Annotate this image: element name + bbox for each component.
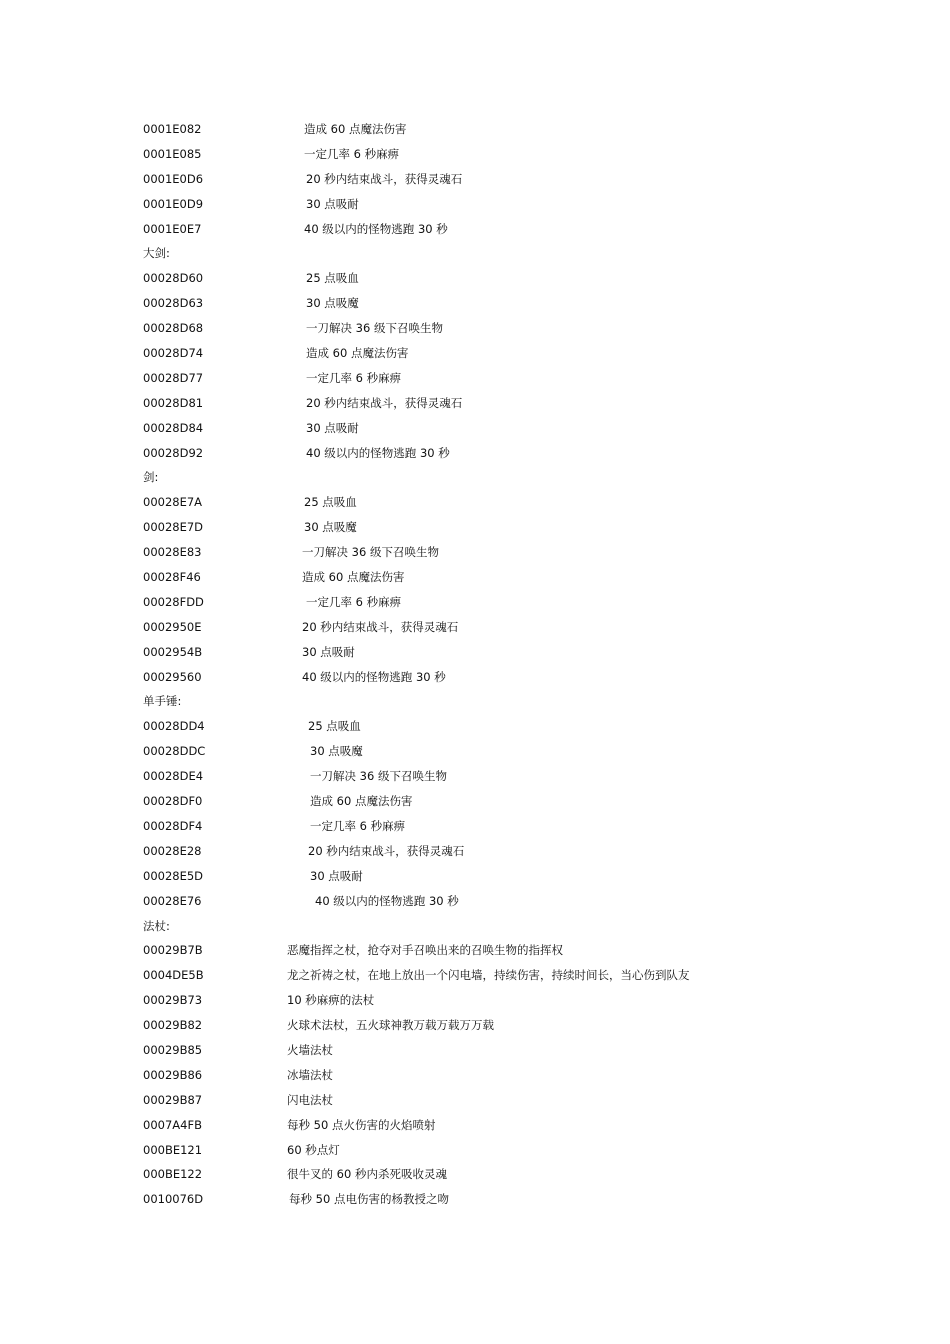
code-row (143, 963, 863, 988)
item-description: 25 点吸血 (306, 271, 359, 286)
code-row (143, 1013, 863, 1038)
code-row (143, 789, 863, 814)
item-code: 00029B86 (143, 1067, 203, 1082)
code-row (143, 1138, 863, 1163)
item-description: 火球术法杖，五火球神教万载万载万万载 (287, 1018, 494, 1033)
code-row (143, 192, 863, 217)
item-code: 0007A4FB (143, 1117, 202, 1132)
item-description: 30 点吸魔 (306, 296, 359, 311)
section-heading: 单手锤: (143, 694, 182, 709)
item-description: 30 点吸耐 (306, 420, 359, 435)
item-code: 00028F46 (143, 570, 201, 585)
item-code: 00029B85 (143, 1042, 203, 1057)
item-description: 40 级以内的怪物逃跑 30 秒 (304, 221, 448, 236)
code-row (143, 1113, 863, 1138)
item-description: 25 点吸血 (304, 495, 357, 510)
item-code: 00028E7A (143, 495, 203, 510)
item-description: 一刀解决 36 级下召唤生物 (306, 321, 443, 336)
item-description: 一定几率 6 秒麻痹 (310, 818, 406, 833)
item-code: 00028DF4 (143, 818, 203, 833)
code-row (143, 889, 863, 914)
code-row (143, 291, 863, 316)
item-description: 恶魔指挥之杖，抢夺对手召唤出来的召唤生物的指挥权 (287, 943, 563, 958)
item-description: 10 秒麻痹的法杖 (287, 993, 375, 1008)
section-heading: 法杖: (143, 918, 170, 933)
item-code: 00029B73 (143, 993, 203, 1008)
code-row (143, 839, 863, 864)
item-code: 0004DE5B (143, 968, 204, 983)
item-description: 造成 60 点魔法伤害 (306, 346, 409, 361)
section-heading-row (143, 241, 863, 266)
code-row (143, 1038, 863, 1063)
item-description: 一刀解决 36 级下召唤生物 (310, 769, 447, 784)
code-row (143, 938, 863, 963)
item-code: 00028DE4 (143, 769, 204, 784)
code-row (143, 441, 863, 466)
item-code: 00029B82 (143, 1018, 203, 1033)
code-row (143, 988, 863, 1013)
code-row (143, 515, 863, 540)
code-row (143, 764, 863, 789)
code-row (143, 1063, 863, 1088)
item-code: 00029B7B (143, 943, 203, 958)
section-heading: 大剑: (143, 246, 170, 261)
item-description: 30 点吸魔 (304, 520, 357, 535)
item-code: 00028D84 (143, 420, 204, 435)
item-description: 40 级以内的怪物逃跑 30 秒 (302, 669, 446, 684)
item-code: 00028D74 (143, 346, 204, 361)
code-row (143, 540, 863, 565)
code-row (143, 266, 863, 291)
item-code: 00028E83 (143, 545, 202, 560)
item-description: 闪电法杖 (287, 1092, 333, 1107)
code-row (143, 142, 863, 167)
item-description: 每秒 50 点电伤害的杨教授之吻 (289, 1192, 449, 1207)
item-code: 000BE121 (143, 1142, 203, 1157)
item-code: 00028DF0 (143, 794, 203, 809)
code-row (143, 490, 863, 515)
item-code: 00028DD4 (143, 719, 205, 734)
code-row (143, 316, 863, 341)
item-code: 0002954B (143, 644, 203, 659)
item-description: 造成 60 点魔法伤害 (310, 794, 413, 809)
code-row (143, 391, 863, 416)
item-description: 30 点吸耐 (306, 196, 359, 211)
item-code: 00028E76 (143, 893, 202, 908)
item-code: 00028FDD (143, 594, 204, 609)
item-code: 00029560 (143, 669, 202, 684)
item-code: 00028E28 (143, 843, 202, 858)
section-heading-row (143, 689, 863, 714)
item-code: 00028D68 (143, 321, 204, 336)
item-description: 30 点吸耐 (310, 868, 363, 883)
item-description: 20 秒内结束战斗，获得灵魂石 (306, 395, 463, 410)
item-code: 00029B87 (143, 1092, 203, 1107)
item-code: 0002950E (143, 619, 202, 634)
item-code: 0001E0D9 (143, 196, 204, 211)
item-code: 0001E0E7 (143, 221, 202, 236)
item-description: 20 秒内结束战斗，获得灵魂石 (306, 171, 463, 186)
item-code: 00028DDC (143, 744, 206, 759)
item-description: 40 级以内的怪物逃跑 30 秒 (315, 893, 459, 908)
code-row (143, 565, 863, 590)
item-description: 20 秒内结束战斗，获得灵魂石 (308, 843, 465, 858)
item-description: 火墙法杖 (287, 1042, 333, 1057)
item-description: 20 秒内结束战斗，获得灵魂石 (302, 619, 459, 634)
code-row (143, 640, 863, 665)
code-row (143, 167, 863, 192)
item-code: 00028D60 (143, 271, 204, 286)
code-row (143, 1162, 863, 1187)
item-code: 00028D92 (143, 445, 204, 460)
item-description: 30 点吸耐 (302, 644, 355, 659)
item-description: 很牛叉的 60 秒内杀死吸收灵魂 (287, 1167, 447, 1182)
item-description: 龙之祈祷之杖，在地上放出一个闪电墙，持续伤害，持续时间长，当心伤到队友 (287, 968, 690, 983)
code-row (143, 1187, 863, 1212)
item-description: 造成 60 点魔法伤害 (304, 122, 407, 136)
item-description: 一定几率 6 秒麻痹 (304, 146, 400, 161)
item-code: 0001E085 (143, 146, 202, 161)
item-description: 冰墙法杖 (287, 1067, 333, 1082)
code-row (143, 864, 863, 889)
code-row (143, 665, 863, 690)
item-code: 00028E5D (143, 868, 204, 883)
code-row (143, 341, 863, 366)
section-heading-row (143, 465, 863, 490)
code-row (143, 714, 863, 739)
item-description: 60 秒点灯 (287, 1142, 340, 1157)
item-description: 一定几率 6 秒麻痹 (306, 370, 402, 385)
item-code: 0001E082 (143, 122, 202, 136)
section-heading-row (143, 914, 863, 939)
code-row (143, 739, 863, 764)
item-description: 30 点吸魔 (310, 744, 363, 759)
code-row (143, 1088, 863, 1113)
item-description: 每秒 50 点火伤害的火焰喷射 (287, 1117, 436, 1132)
item-description: 一刀解决 36 级下召唤生物 (302, 545, 439, 560)
code-row (143, 366, 863, 391)
code-row (143, 416, 863, 441)
item-code: 00028D77 (143, 370, 204, 385)
section-heading: 剑: (143, 470, 159, 485)
item-code: 000BE122 (143, 1167, 203, 1182)
item-code: 00028D81 (143, 395, 204, 410)
code-list (143, 117, 863, 1212)
item-code: 00028E7D (143, 520, 204, 535)
item-code: 0010076D (143, 1192, 204, 1207)
code-row (143, 590, 863, 615)
code-row (143, 615, 863, 640)
item-description: 一定几率 6 秒麻痹 (306, 594, 402, 609)
code-row (143, 814, 863, 839)
item-description: 40 级以内的怪物逃跑 30 秒 (306, 445, 450, 460)
item-description: 造成 60 点魔法伤害 (302, 570, 405, 585)
code-row (143, 217, 863, 242)
item-code: 00028D63 (143, 296, 204, 311)
item-code: 0001E0D6 (143, 171, 204, 186)
code-row (143, 117, 863, 142)
item-description: 25 点吸血 (308, 719, 361, 734)
